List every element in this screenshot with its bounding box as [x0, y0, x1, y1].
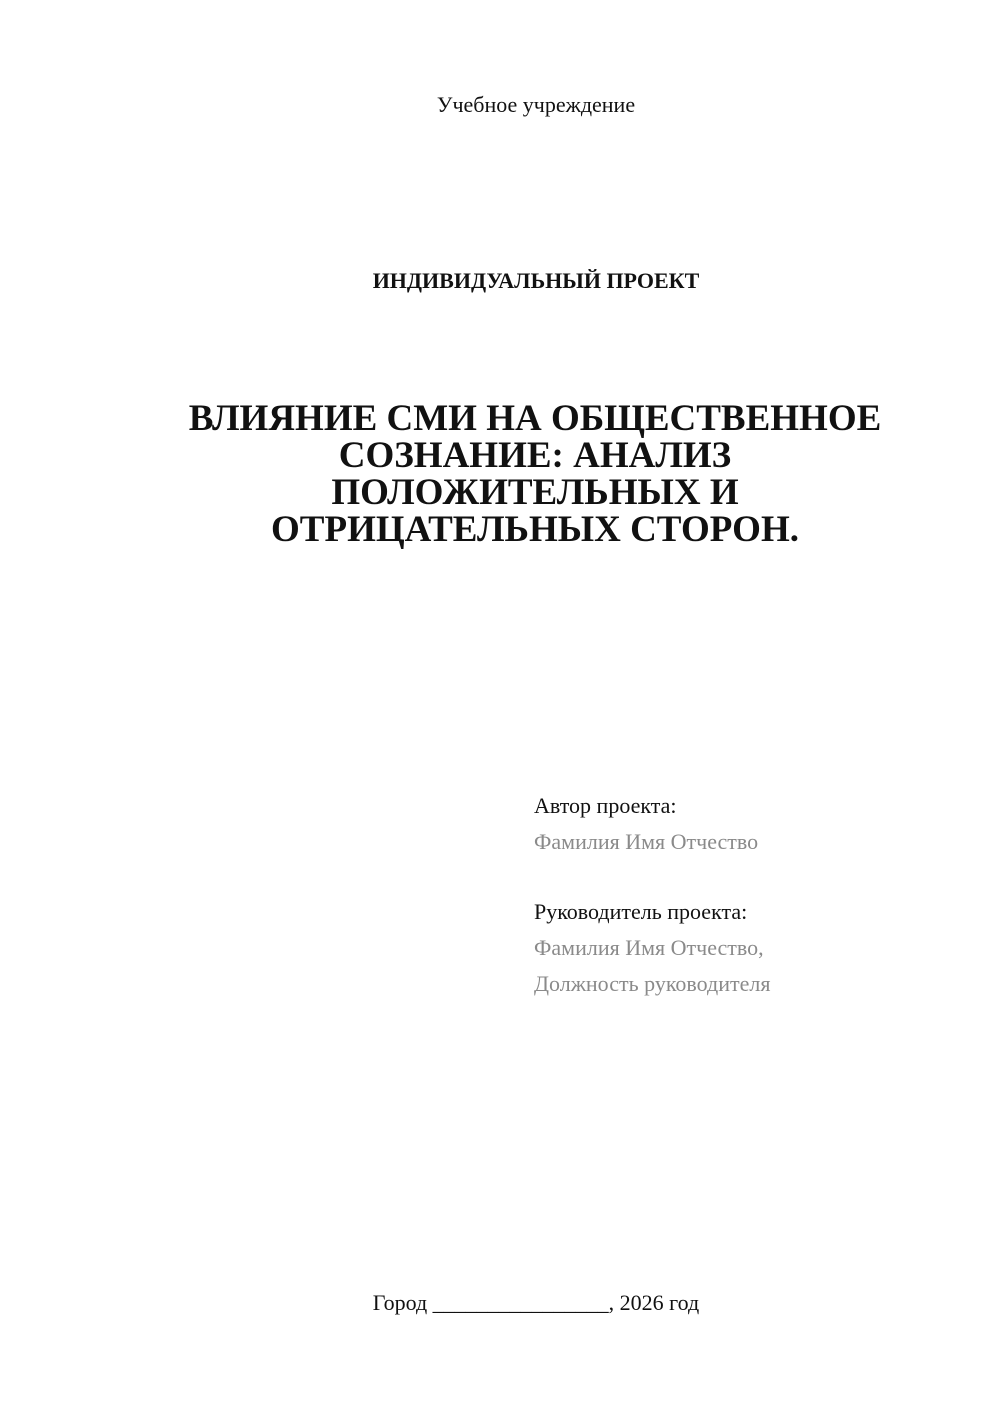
supervisor-name-placeholder: Фамилия Имя Отчество,	[534, 935, 764, 960]
institution-name: Учебное учреждение	[436, 92, 636, 117]
supervisor-label: Руководитель проекта:	[534, 899, 748, 924]
document-type-heading: ИНДИВИДУАЛЬНЫЙ ПРОЕКТ	[372, 268, 700, 293]
author-label: Автор проекта:	[534, 793, 677, 818]
author-name-placeholder: Фамилия Имя Отчество	[534, 829, 759, 854]
project-people-block	[534, 788, 974, 1002]
title-line: ВЛИЯНИЕ СМИ НА ОБЩЕСТВЕННОЕ	[188, 398, 882, 439]
spacer	[534, 860, 974, 894]
city-year-footer: Город ________________, 2026 год	[372, 1290, 700, 1315]
title-line: СОЗНАНИЕ: АНАЛИЗ	[338, 435, 732, 476]
supervisor-position-placeholder: Должность руководителя	[534, 971, 771, 996]
title-line: ОТРИЦАТЕЛЬНЫХ СТОРОН.	[271, 509, 799, 550]
project-title	[150, 400, 920, 548]
title-line: ПОЛОЖИТЕЛЬНЫХ И	[331, 472, 739, 513]
